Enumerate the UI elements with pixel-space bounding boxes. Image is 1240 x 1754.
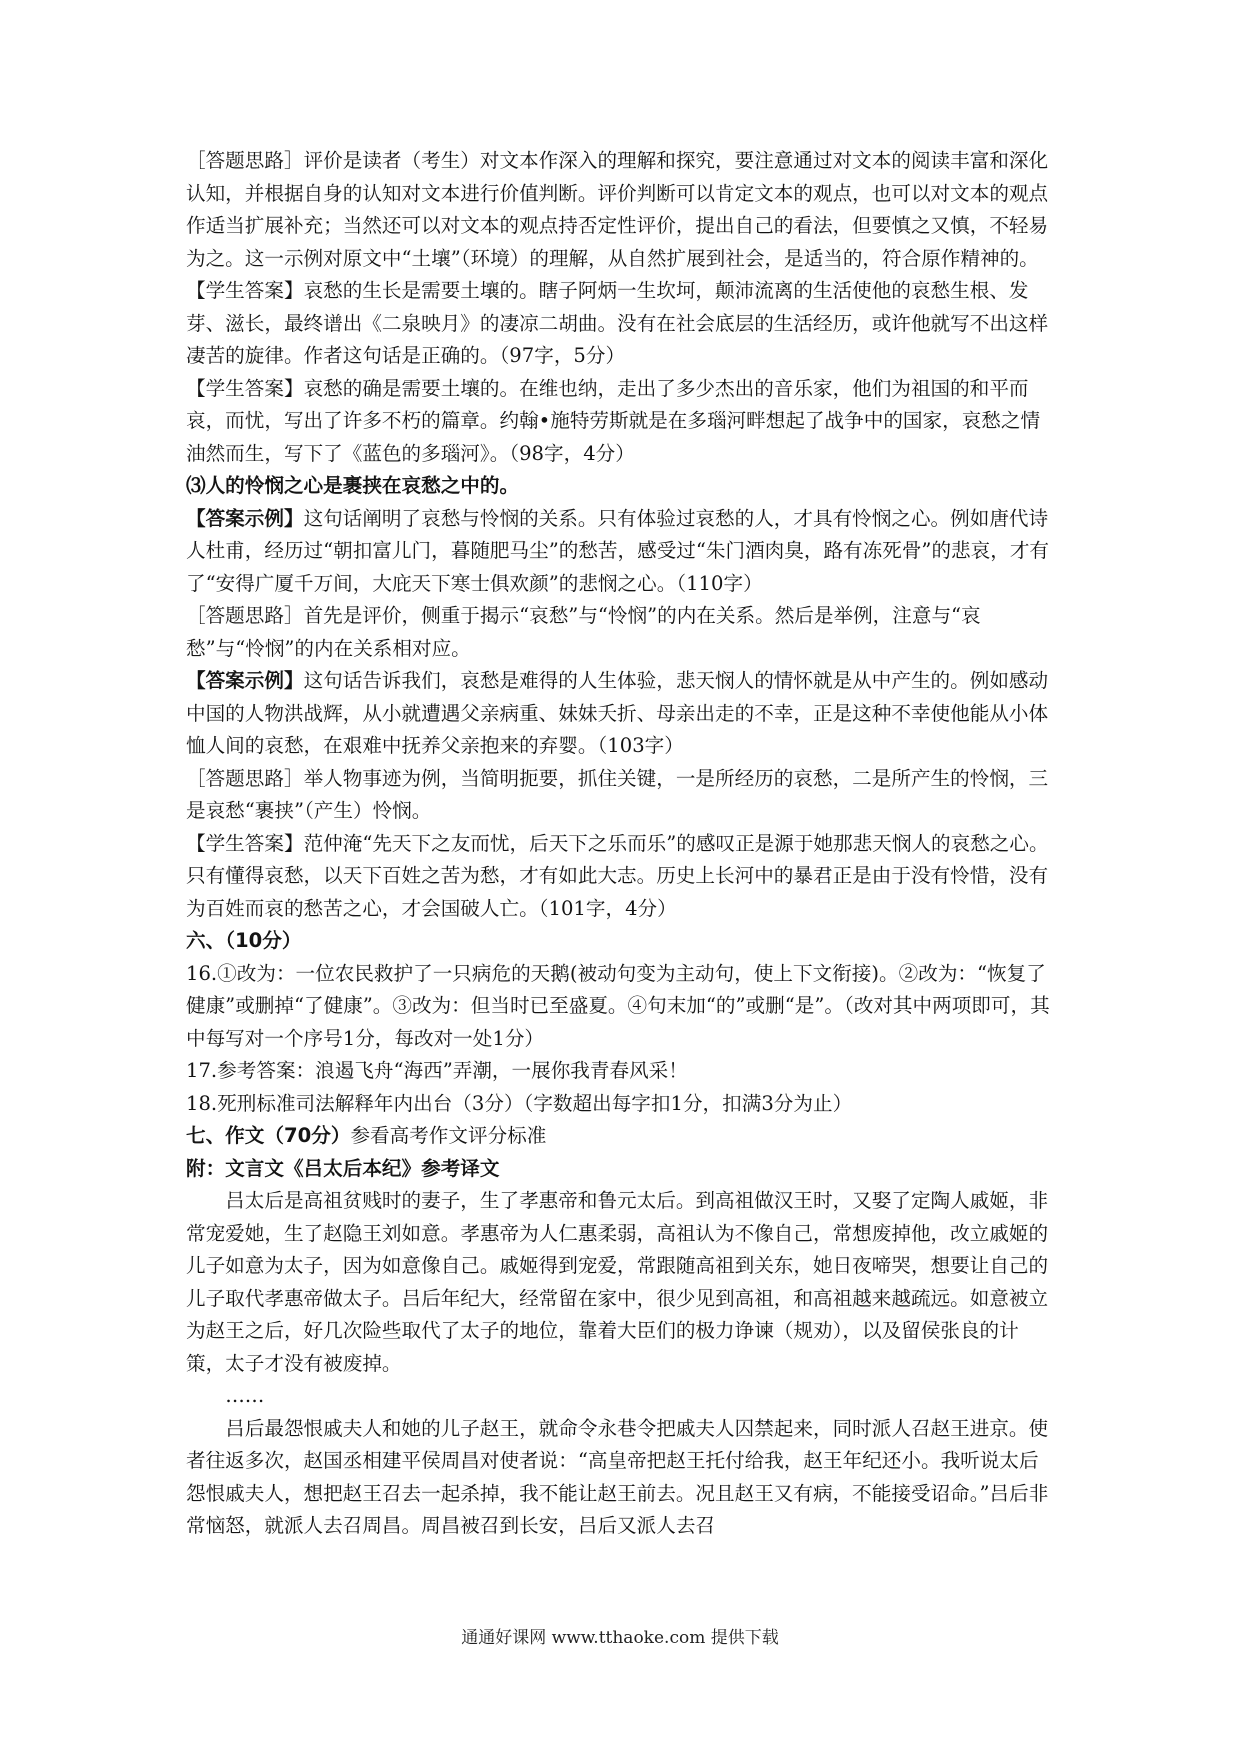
student-answer-paragraph xyxy=(186,828,1056,926)
question-18-answer: 18.死刑标准司法解释年内出台（3分）（字数超出每字扣1分，扣满3分为止） xyxy=(186,1091,853,1115)
paragraph-text: 这句话告诉我们，哀愁是难得的人生体验，悲天悯人的情怀就是从中产生的。例如感动中国的人物洪战辉，从小就遭遇父亲病重、妹妹夭折、母亲出走的不幸，正是这种不幸使他能从小体恤人间的哀愁，在艰难中抚养父亲抱来的弃婴。（103字） xyxy=(186,669,1049,757)
document-body xyxy=(186,145,1056,1543)
question-16-answer: 16.①改为：一位农民救护了一只病危的天鹅(被动句变为主动句，使上下文衔接)。②改为：“恢复了健康”或删掉“了健康”。③改为：但当时已至盛夏。④句末加“的”或删“是”。（改对其中两项即可，其中每写对一个序号1分，每改对一处1分） xyxy=(186,961,1050,1050)
paragraph-label: 【学生答案】 xyxy=(186,279,304,302)
paragraph-label: 【学生答案】 xyxy=(186,376,304,400)
paragraph-text: 哀愁的确是需要土壤的。在维也纳，走出了多少杰出的音乐家，他们为祖国的和平而哀，而忧，写出了许多不朽的篇章。约翰•施特劳斯就是在多瑙河畔想起了战争中的国家，哀愁之情油然而生，写下了《蓝色的多瑙河》。（98字，4分） xyxy=(186,376,1041,465)
paragraph-text: 评价是读者（考生）对文本作深入的理解和探究，要注意通过对文本的阅读丰富和深化认知，并根据自身的认知对文本进行价值判断。评价判断可以肯定文本的观点，也可以对文本的观点作适当扩展补充；当然还可以对文本的观点持否定性评价，提出自己的看法，但要慎之又慎，不轻易为之。这一示例对原文中“土壤”（环境）的理解，从自然扩展到社会，是适当的，符合原作精神的。 xyxy=(186,149,1049,270)
paragraph-text: 首先是评价，侧重于揭示“哀愁”与“怜悯”的内在关系。然后是举例，注意与“哀愁”与“怜悯”的内在关系相对应。 xyxy=(186,604,981,660)
paragraph-label: 【答案示例】 xyxy=(186,506,304,530)
paragraph-text: 举人物事迹为例，当简明扼要，抓住关键，一是所经历的哀愁，二是所产生的怜悯，三是哀愁“裹挟”（产生）怜悯。 xyxy=(186,766,1049,822)
answer-idea-paragraph xyxy=(186,763,1056,828)
question-17-answer: 17.参考答案：浪遏飞舟“海西”弄潮，一展你我青春风采！ xyxy=(186,1059,688,1082)
paragraph-label: 【学生答案】 xyxy=(186,831,304,855)
question-heading: ⑶人的怜悯之心是裹挟在哀愁之中的。 xyxy=(186,474,520,497)
student-answer-paragraph xyxy=(186,275,1056,373)
page-footer: 通通好课网 www.tthaoke.com 提供下载 xyxy=(461,1628,779,1648)
paragraph-label: ［答题思路］ xyxy=(186,766,304,790)
section-seven-text: 参看高考作文评分标准 xyxy=(350,1124,547,1147)
answer-idea-paragraph xyxy=(186,145,1056,275)
appendix-heading: 附：文言文《吕太后本纪》参考译文 xyxy=(186,1156,500,1180)
section-six-heading: 六、（10分） xyxy=(186,929,302,952)
paragraph-label: ［答题思路］ xyxy=(186,604,304,627)
translation-paragraph: 吕后最怨恨戚夫人和她的儿子赵王，就命令永巷令把戚夫人囚禁起来，同时派人召赵王进京。使者往返多次，赵国丞相建平侯周昌对使者说：“高皇帝把赵王托付给我，赵王年纪还小。我听说太后怨恨戚夫人，想把赵王召去一起杀掉，我不能让赵王前去。况且赵王又有病，不能接受诏命。”吕后非常恼怒，就派人去召周昌。周昌被召到长安，吕后又派人去召 xyxy=(186,1416,1049,1537)
section-seven-line xyxy=(186,1120,1056,1153)
paragraph-label: ［答题思路］ xyxy=(186,149,304,172)
answer-example-paragraph xyxy=(186,503,1056,601)
answer-idea-paragraph xyxy=(186,600,1056,665)
answer-example-paragraph xyxy=(186,665,1056,763)
paragraph-text: 这句话阐明了哀愁与怜悯的关系。只有体验过哀愁的人，才具有怜悯之心。例如唐代诗人杜甫，经历过“朝扣富儿门，暮随肥马尘”的愁苦，感受过“朱门酒肉臭，路有冻死骨”的悲哀，才有了“安得广厦千万间，大庇天下寒士俱欢颜”的悲悯之心。（110字） xyxy=(186,506,1050,595)
paragraph-text: 哀愁的生长是需要土壤的。瞎子阿炳一生坎坷，颠沛流离的生活使他的哀愁生根、发芽、滋长，最终谱出《二泉映月》的凄凉二胡曲。没有在社会底层的生活经历，或许他就写不出这样凄苦的旋律。作者这句话是正确的。（97字，5分） xyxy=(186,279,1049,367)
paragraph-label: 【答案示例】 xyxy=(186,669,304,692)
ellipsis: …… xyxy=(225,1384,265,1407)
section-seven-heading: 七、作文（70分） xyxy=(186,1124,351,1147)
student-answer-paragraph xyxy=(186,373,1056,471)
paragraph-text: 范仲淹“先天下之友而忧，后天下之乐而乐”的感叹正是源于她那悲天悯人的哀愁之心。只有懂得哀愁，以天下百姓之苦为愁，才有如此大志。历史上长河中的暴君正是由于没有怜惜，没有为百姓而哀的愁苦之心，才会国破人亡。（101字，4分） xyxy=(186,831,1049,920)
translation-paragraph: 吕太后是高祖贫贱时的妻子，生了孝惠帝和鲁元太后。到高祖做汉王时，又娶了定陶人戚姬，非常宠爱她，生了赵隐王刘如意。孝惠帝为人仁惠柔弱，高祖认为不像自己，常想废掉他，改立戚姬的儿子如意为太子，因为如意像自己。戚姬得到宠爱，常跟随高祖到关东，她日夜啼哭，想要让自己的儿子取代孝惠帝做太子。吕后年纪大，经常留在家中，很少见到高祖，和高祖越来越疏远。如意被立为赵王之后，好几次险些取代了太子的地位，靠着大臣们的极力诤谏（规劝），以及留侯张良的计策，太子才没有被废掉。 xyxy=(186,1189,1049,1375)
